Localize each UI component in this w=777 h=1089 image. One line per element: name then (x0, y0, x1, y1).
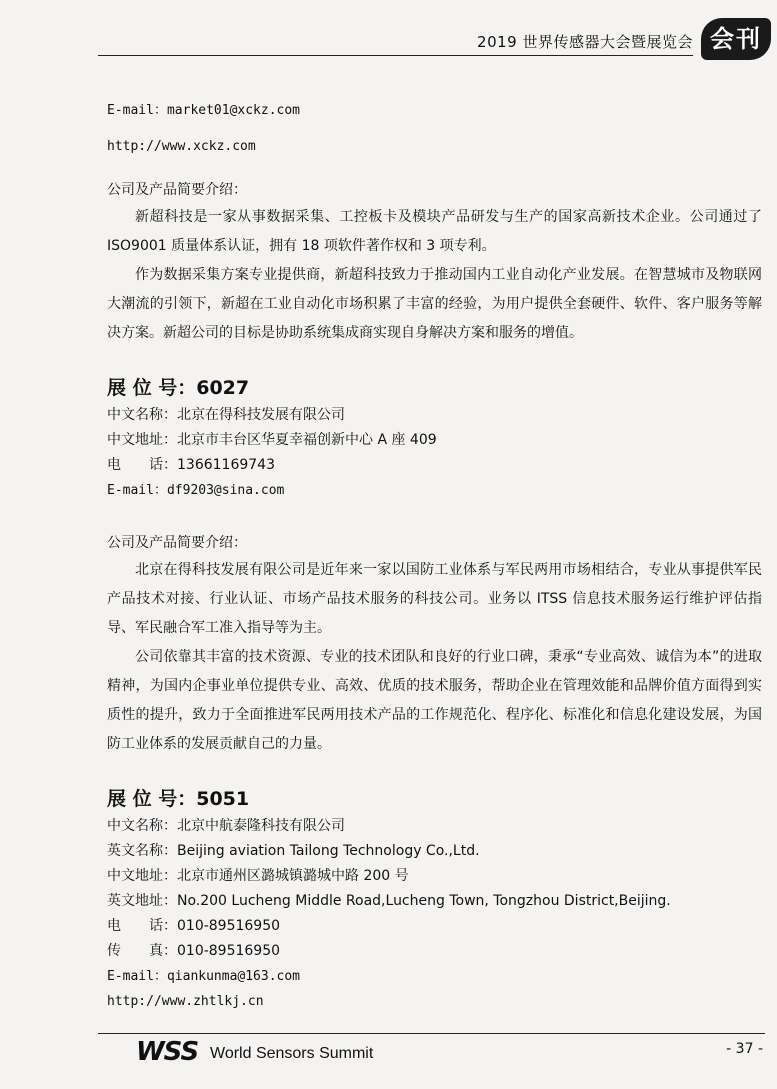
en-name-line: 英文名称：Beijing aviation Tailong Technology Co.,Ltd. (107, 843, 480, 859)
intro-paragraph: 北京在得科技发展有限公司是近年来一家以国防工业体系与军民两用市场相结合，专业从事提供军民产品技术对接、行业认证、市场产品技术服务的科技公司。业务以 ITSS 信息技术服务运行维护评估指导、军民融合军工准入指导等为主。 (107, 562, 762, 636)
intro-label: 公司及产品简要介绍： (107, 182, 247, 198)
booth-number: 展 位 号：6027 (107, 377, 250, 399)
cn-address-line: 中文地址：北京市丰台区华夏幸福创新中心 A 座 409 (107, 432, 437, 448)
website-line: http://www.zhtlkj.cn (107, 994, 264, 1009)
fax-line: 传 真：010-89516950 (107, 943, 281, 959)
header-title: 2019 世界传感器大会暨展览会 (477, 33, 693, 51)
email-line: E-mail：df9203@sina.com (107, 483, 285, 498)
phone-line: 电 话：010-89516950 (107, 918, 281, 934)
page-footer (98, 1033, 765, 1075)
en-address-line: 英文地址：No.200 Lucheng Middle Road,Lucheng Town, Tongzhou District,Beijing. (107, 893, 671, 909)
email-line: E-mail：qiankunma@163.com (107, 969, 301, 984)
page-number: - 37 - (726, 1041, 763, 1057)
header-badge: 会刊 (701, 18, 771, 60)
intro-paragraph: 新超科技是一家从事数据采集、工控板卡及模块产品研发与生产的国家高新技术企业。公司通过了 ISO9001 质量体系认证，拥有 18 项软件著作权和 3 项专利。 (107, 209, 762, 254)
wss-logo: WSS (136, 1037, 199, 1067)
summit-name: World Sensors Summit (210, 1045, 374, 1062)
phone-line: 电 话：13661169743 (107, 457, 275, 473)
intro-label: 公司及产品简要介绍： (107, 535, 247, 551)
cn-address-line: 中文地址：北京市通州区潞城镇潞城中路 200 号 (107, 868, 409, 884)
page-content (107, 98, 762, 1014)
booth-number: 展 位 号：5051 (107, 788, 250, 810)
page-header (98, 18, 777, 58)
cn-name-line: 中文名称：北京中航泰隆科技有限公司 (107, 818, 345, 834)
header-rule (98, 55, 693, 56)
email-line: E-mail：market01@xckz.com (107, 103, 301, 118)
cn-name-line: 中文名称：北京在得科技发展有限公司 (107, 407, 345, 423)
intro-paragraph: 公司依靠其丰富的技术资源、专业的技术团队和良好的行业口碑，秉承“专业高效、诚信为本”的进取精神，为国内企事业单位提供专业、高效、优质的技术服务，帮助企业在管理效能和品牌价值方面得到实质性的提升，致力于全面推进军民两用技术产品的工作规范化、程序化、标准化和信息化建设发展，为国防工业体系的发展贡献自己的力量。 (107, 649, 762, 752)
website-line: http://www.xckz.com (107, 139, 256, 154)
footer-rule (98, 1033, 765, 1034)
intro-paragraph: 作为数据采集方案专业提供商，新超科技致力于推动国内工业自动化产业发展。在智慧城市及物联网大潮流的引领下，新超在工业自动化市场积累了丰富的经验，为用户提供全套硬件、软件、客户服务等解决方案。新超公司的目标是协助系统集成商实现自身解决方案和服务的增值。 (107, 267, 762, 341)
